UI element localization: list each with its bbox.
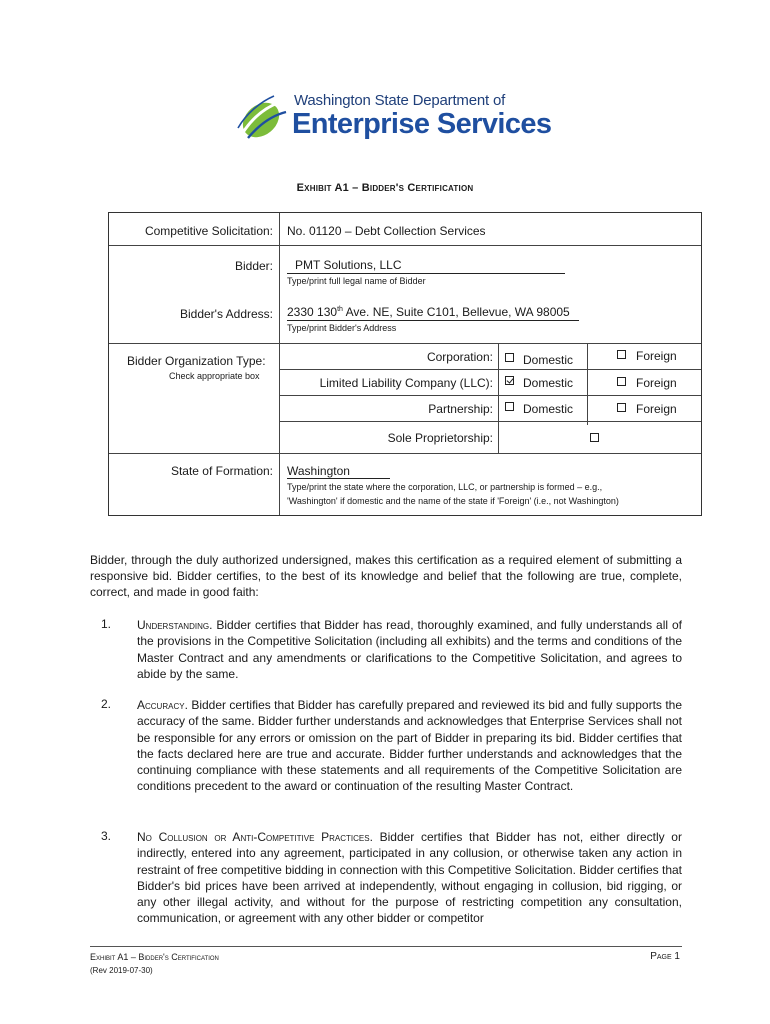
logo-enterprise-text: Enterprise Services [292,108,552,140]
address-value-post: Ave. NE, Suite C101, Bellevue, WA 98005 [342,305,570,319]
des-logo [234,88,552,150]
item-heading: Accuracy. [137,698,188,712]
llc-foreign-checkbox[interactable] [617,377,626,386]
corporation-domestic-checkbox[interactable] [505,353,514,362]
sole-proprietorship-checkbox[interactable] [590,433,599,442]
org-type-label: Bidder Organization Type: [127,354,266,368]
footer-revision: (Rev 2019-07-30) [90,966,153,975]
footer-title: Exhibit A1 – Bidder's Certification [90,952,219,962]
state-hint-line-2: 'Washington' if domestic and the name of the state if 'Foreign' (i.e., not Washington) [287,496,619,506]
state-underline [287,478,390,479]
form-column-divider [279,213,280,515]
corporation-domestic-label: Domestic [523,353,574,367]
org-grid-divider-1 [498,343,499,453]
address-hint: Type/print Bidder's Address [287,323,397,333]
logo-department-text: Washington State Department of [294,92,506,109]
footer-rule [90,946,682,947]
solicitation-value: No. 01120 – Debt Collection Services [287,224,486,238]
address-field[interactable] [287,305,570,319]
llc-foreign-label: Foreign [636,376,677,390]
org-partnership-label: Partnership: [428,402,493,416]
bidder-name-hint: Type/print full legal name of Bidder [287,276,426,286]
state-hint-line-1: Type/print the state where the corporation, LLC, or partnership is formed – e.g., [287,482,603,492]
leaf-logo-icon [234,88,294,148]
row-divider [279,421,701,422]
sole-proprietorship-label: Sole Proprietorship: [387,431,493,445]
corporation-foreign-label: Foreign [636,349,677,363]
org-type-hint: Check appropriate box [169,371,260,381]
address-value-sup: th [337,306,343,313]
solicitation-label: Competitive Solicitation: [144,224,273,238]
row-divider [109,343,701,344]
row-divider [279,369,701,370]
item-no-collusion [137,829,682,929]
bidder-label: Bidder: [234,259,273,273]
org-llc-label: Limited Liability Company (LLC): [319,376,493,390]
partnership-domestic-checkbox[interactable] [505,402,514,411]
item-understanding [137,617,682,682]
row-divider [109,453,701,454]
item-heading: Understanding. [137,618,213,632]
footer-page-number: Page 1 [650,951,680,962]
corporation-foreign-checkbox[interactable] [617,350,626,359]
item-number: 3. [101,829,112,843]
exhibit-title-prefix: Exhibit A1 – [296,182,362,194]
partnership-domestic-label: Domestic [523,402,574,416]
exhibit-title-main: Bidder's Certification [361,182,474,194]
item-accuracy [137,697,682,795]
row-divider [279,395,701,396]
partnership-foreign-checkbox[interactable] [617,403,626,412]
intro-paragraph: Bidder, through the duly authorized undersigned, makes this certification as a required element of submitting a responsive bid. Bidder certifies, to the best of its knowledge and belief that the following are true, complete, correct, and made in good faith: [90,553,682,599]
item-text: Bidder certifies that Bidder has not, either directly or indirectly, entered into any agreement, participated in any collusion, or otherwise taken any action in restraint of free competitive bidding in connection with this Competitive Solicitation. Bidder certifies that Bidder's bid prices have been arrived at independently, without engaging in collusion, bid rigging, or any other illegal activity, and without for the purpose of restricting competition any consultation, communication, or agreement with any other bidder or competitor [137,830,682,926]
address-underline [287,320,579,321]
item-number: 2. [101,697,112,711]
llc-domestic-checkbox[interactable] [505,376,514,385]
state-of-formation-label: State of Formation: [170,464,273,478]
org-corporation-label: Corporation: [426,350,493,364]
llc-domestic-label: Domestic [523,376,574,390]
item-text: Bidder certifies that Bidder has read, thoroughly examined, and fully understands all of the provisions in the Competitive Solicitation (including all exhibits) and the terms and conditions of the Master Contract and any amendments or clarifications to the Competitive Solicitation, and agrees to abide by the same. [137,618,682,681]
bidder-info-form [108,212,702,516]
partnership-foreign-label: Foreign [636,402,677,416]
state-of-formation-field[interactable]: Washington [287,464,350,478]
row-divider [109,245,701,246]
item-number: 1. [101,617,112,631]
address-label: Bidder's Address: [179,307,273,321]
org-grid-divider-2 [587,343,588,425]
exhibit-title [0,182,770,194]
bidder-name-underline [287,273,565,274]
item-text: Bidder certifies that Bidder has carefully prepared and reviewed its bid and fully supports the accuracy of the same. Bidder further understands and acknowledges that Enterprise Services shall not be responsible for any errors or omission on the part of Bidder in preparing its bid. Bidder certifies that the facts declared here are true and accurate. Bidder further understands and acknowledges that the continuing compliance with these statements and all requirements of the Competitive Solicitation are conditions precedent to the award or continuation of the resulting Master Contract. [137,698,682,794]
item-heading: No Collusion or Anti-Competitive Practices. [137,830,373,844]
bidder-name-field[interactable]: PMT Solutions, LLC [295,258,402,272]
address-value-pre: 2330 130 [287,305,338,319]
